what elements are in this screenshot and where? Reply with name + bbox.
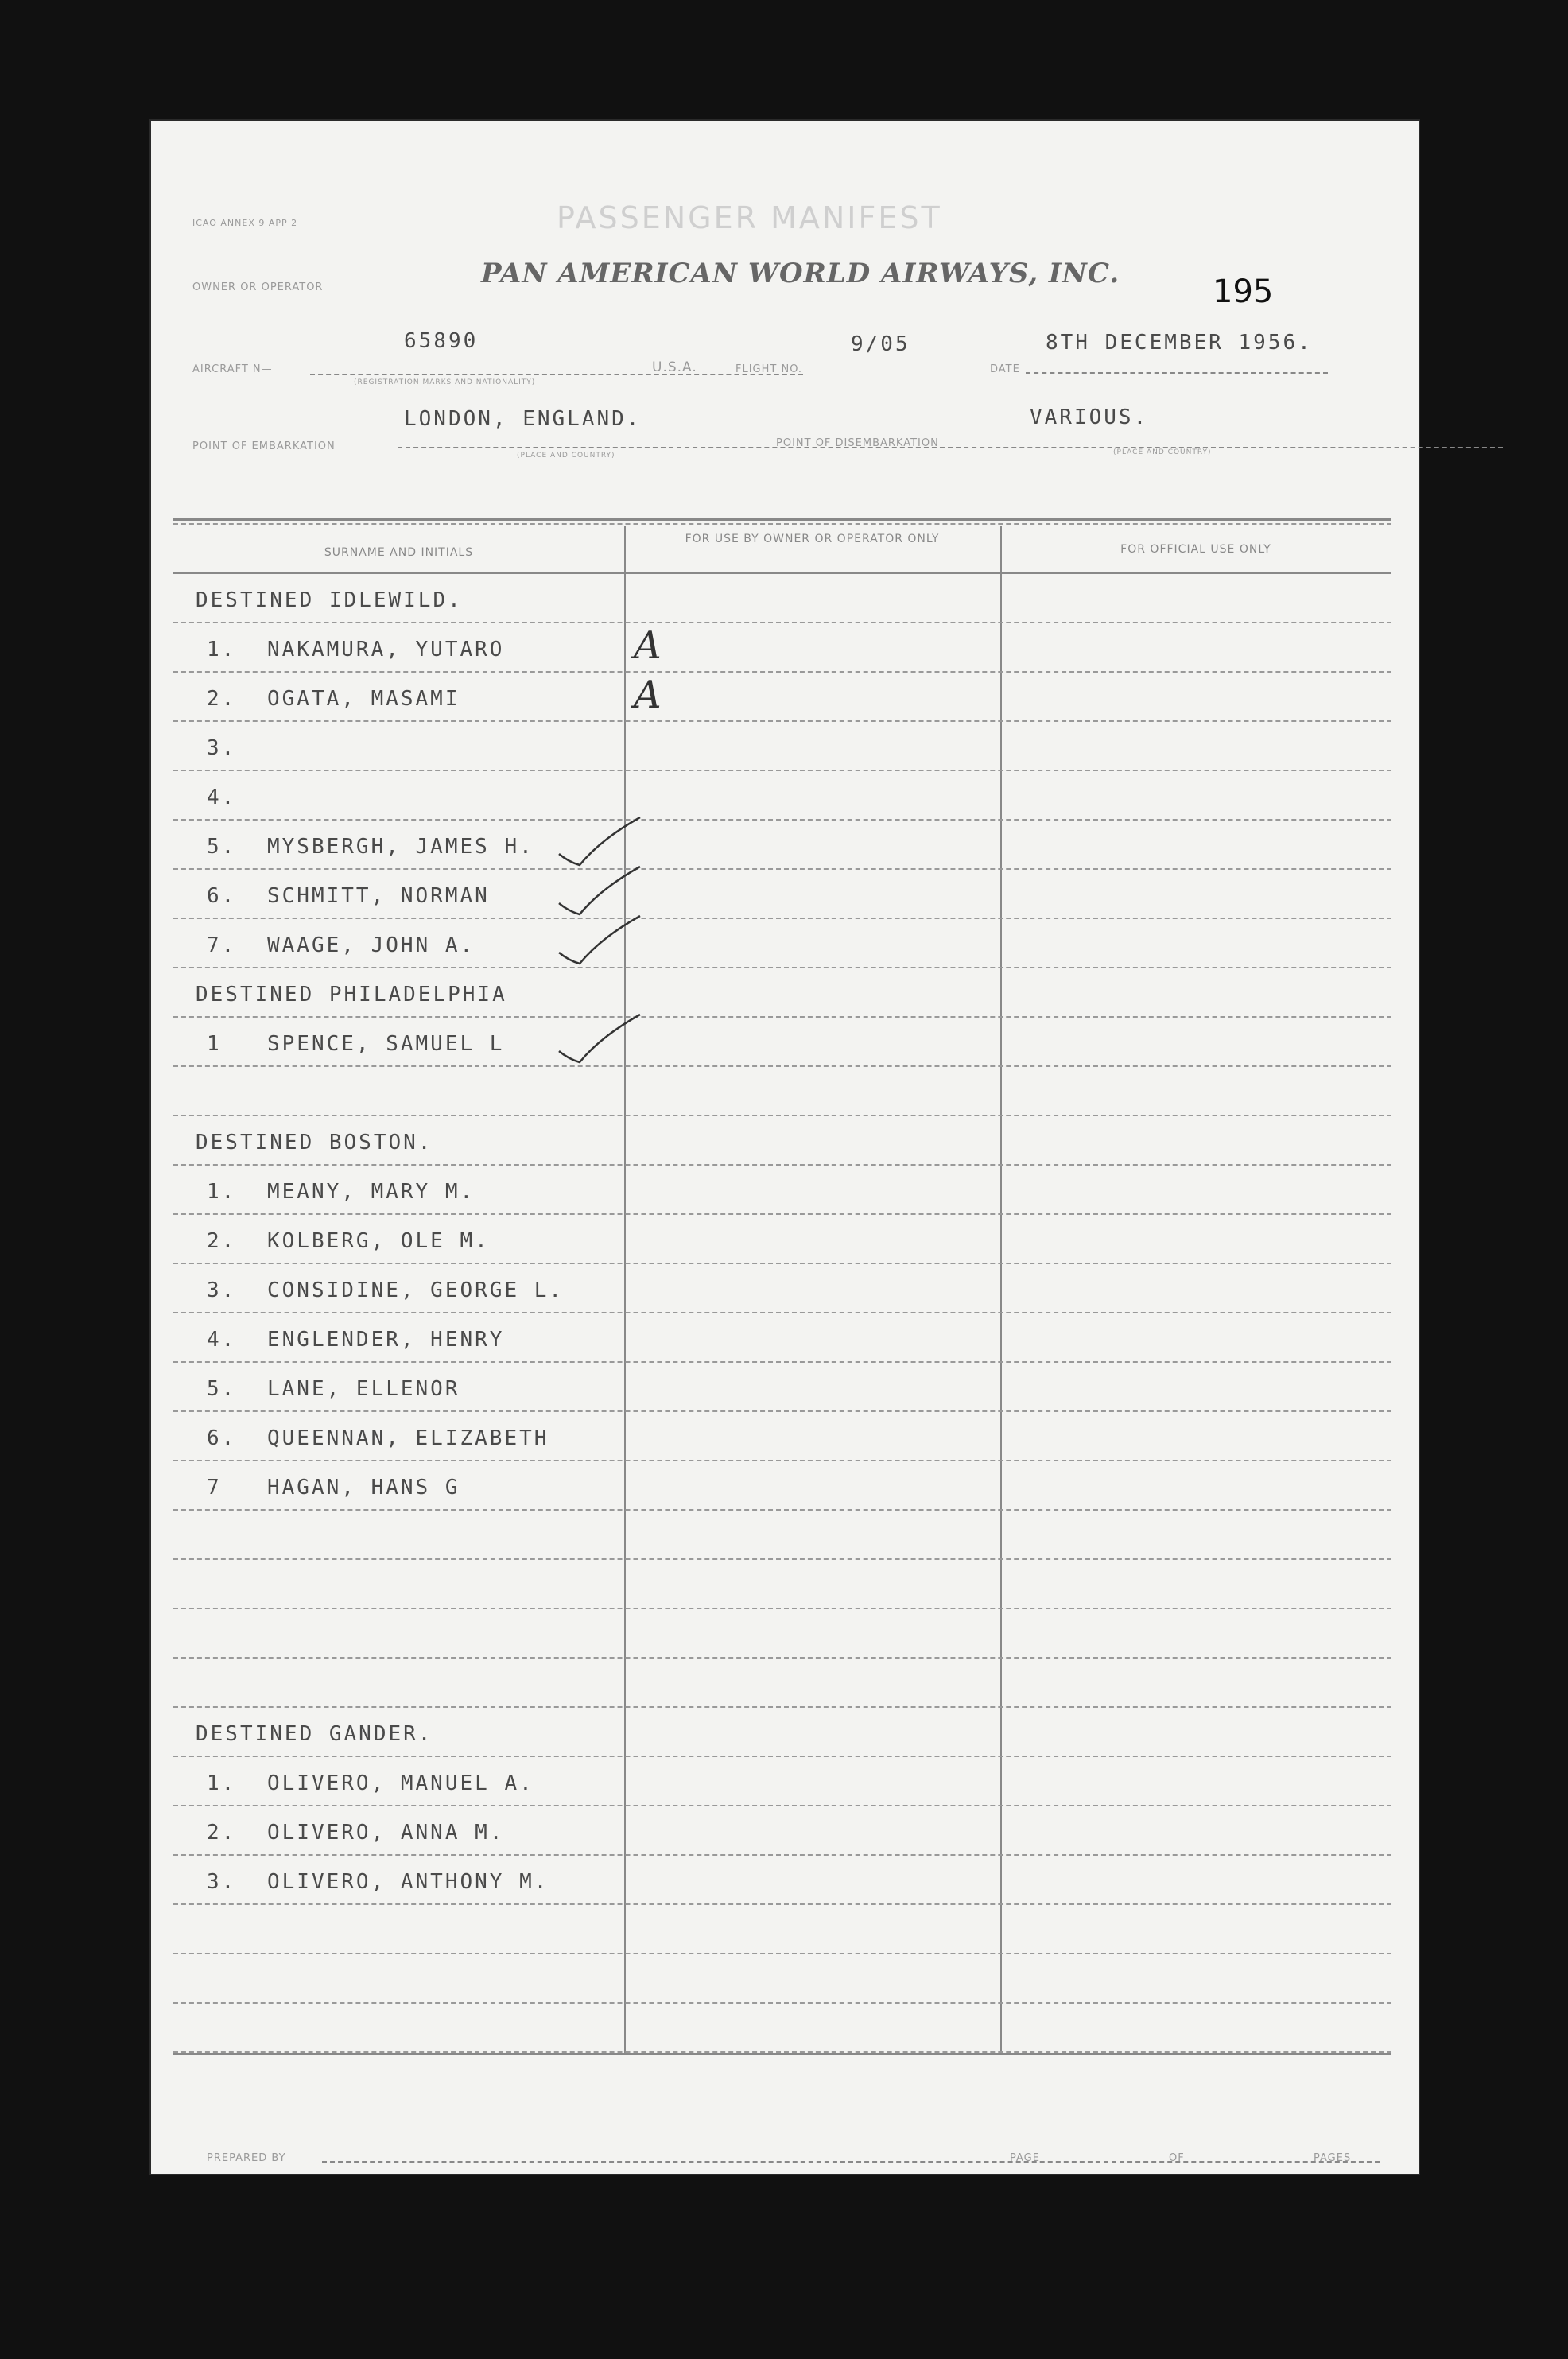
destination-heading: DESTINED BOSTON. <box>196 1131 433 1154</box>
date-value: 8TH DECEMBER 1956. <box>1046 331 1313 355</box>
passenger-name: OLIVERO, ANTHONY M. <box>267 1870 549 1894</box>
row-number: 3. <box>207 1870 237 1894</box>
row-number: 2. <box>207 1821 237 1845</box>
table-row <box>173 720 1391 770</box>
page-label: PAGE <box>1010 2152 1040 2164</box>
row-number: 4. <box>207 786 237 809</box>
passenger-name: SPENCE, SAMUEL L <box>267 1032 505 1056</box>
passenger-name: LANE, ELLENOR <box>267 1377 460 1401</box>
handwritten-mark: A <box>634 623 662 668</box>
passenger-name: MEANY, MARY M. <box>267 1180 475 1204</box>
row-number: 5. <box>207 1377 237 1401</box>
passenger-name: QUEENNAN, ELIZABETH <box>267 1426 549 1450</box>
passenger-name: MYSBERGH, JAMES H. <box>267 835 534 859</box>
form-id: ICAO ANNEX 9 APP 2 <box>192 218 298 228</box>
disembark-label: POINT OF DISEMBARKATION <box>776 437 939 449</box>
row-number: 2. <box>207 1229 237 1253</box>
column-header-operator: FOR USE BY OWNER OR OPERATOR ONLY <box>685 533 940 545</box>
row-number: 6. <box>207 884 237 908</box>
check-mark-icon <box>553 816 648 871</box>
aircraft-label: AIRCRAFT N— <box>192 363 273 375</box>
row-number: 5. <box>207 835 237 859</box>
passenger-name: KOLBERG, OLE M. <box>267 1229 490 1253</box>
row-rule <box>173 2051 1391 2053</box>
embark-underline <box>398 447 1503 448</box>
table-row <box>173 1608 1391 1657</box>
place-note: (PLACE AND COUNTRY) <box>517 452 615 460</box>
passenger-name: SCHMITT, NORMAN <box>267 884 490 908</box>
table-row <box>173 1558 1391 1608</box>
row-number: 1. <box>207 1771 237 1795</box>
footer-underline <box>322 2161 1380 2163</box>
aircraft-underline <box>310 374 803 375</box>
row-number: 7. <box>207 933 237 957</box>
check-mark-icon <box>553 914 648 970</box>
pages-label: PAGES <box>1314 2152 1352 2164</box>
passenger-name: ENGLENDER, HENRY <box>267 1328 505 1352</box>
prepared-label: PREPARED BY <box>207 2152 286 2164</box>
table-row <box>173 770 1391 819</box>
passenger-name: OLIVERO, MANUEL A. <box>267 1771 534 1795</box>
destination-heading: DESTINED PHILADELPHIA <box>196 983 507 1007</box>
passenger-name: OLIVERO, ANNA M. <box>267 1821 505 1845</box>
operator-name: PAN AMERICAN WORLD AIRWAYS, INC. <box>481 258 1120 289</box>
row-number: 3. <box>207 1278 237 1302</box>
row-number: 1. <box>207 1180 237 1204</box>
embark-value: LONDON, ENGLAND. <box>404 407 642 431</box>
aircraft-value: 65890 <box>404 329 479 353</box>
row-number: 1 <box>207 1032 222 1056</box>
column-header-name: SURNAME AND INITIALS <box>324 546 474 559</box>
registration-note: (REGISTRATION MARKS AND NATIONALITY) <box>354 378 536 386</box>
date-label: DATE <box>990 363 1020 375</box>
nationality: U.S.A. <box>652 359 697 375</box>
row-number: 1. <box>207 638 237 662</box>
destination-heading: DESTINED GANDER. <box>196 1722 433 1746</box>
passenger-name: CONSIDINE, GEORGE L. <box>267 1278 565 1302</box>
of-label: OF <box>1169 2152 1185 2164</box>
row-number: 3. <box>207 736 237 760</box>
page-number: 195 <box>1213 274 1274 310</box>
check-mark-icon <box>553 865 648 921</box>
destination-heading: DESTINED IDLEWILD. <box>196 588 463 612</box>
row-number: 4. <box>207 1328 237 1352</box>
check-mark-icon <box>553 1013 648 1069</box>
row-number: 7 <box>207 1476 222 1500</box>
table-row <box>173 1657 1391 1706</box>
table-row <box>173 2002 1391 2051</box>
row-number: 6. <box>207 1426 237 1450</box>
flight-label: FLIGHT NO. <box>735 363 803 375</box>
column-header-official: FOR OFFICIAL USE ONLY <box>1120 543 1271 556</box>
row-number: 2. <box>207 687 237 711</box>
table-top-rule <box>173 518 1391 521</box>
owner-label: OWNER OR OPERATOR <box>192 281 324 293</box>
passenger-name: WAAGE, JOHN A. <box>267 933 475 957</box>
table-row <box>173 1953 1391 2002</box>
passenger-name: HAGAN, HANS G <box>267 1476 460 1500</box>
table-top-rule-2 <box>173 523 1391 525</box>
handwritten-mark: A <box>634 673 662 717</box>
passenger-name: OGATA, MASAMI <box>267 687 460 711</box>
table-row <box>173 1509 1391 1558</box>
disembark-value: VARIOUS. <box>1030 405 1149 429</box>
table-row <box>173 1903 1391 1953</box>
table-row <box>173 1065 1391 1115</box>
place-note-2: (PLACE AND COUNTRY) <box>1113 448 1212 456</box>
passenger-name: NAKAMURA, YUTARO <box>267 638 505 662</box>
date-underline <box>1026 372 1328 374</box>
embark-label: POINT OF EMBARKATION <box>192 440 336 452</box>
flight-value: 9/05 <box>851 332 910 356</box>
table-bottom-rule <box>173 2053 1391 2055</box>
manifest-page <box>151 121 1419 2174</box>
page-title: PASSENGER MANIFEST <box>557 200 942 235</box>
